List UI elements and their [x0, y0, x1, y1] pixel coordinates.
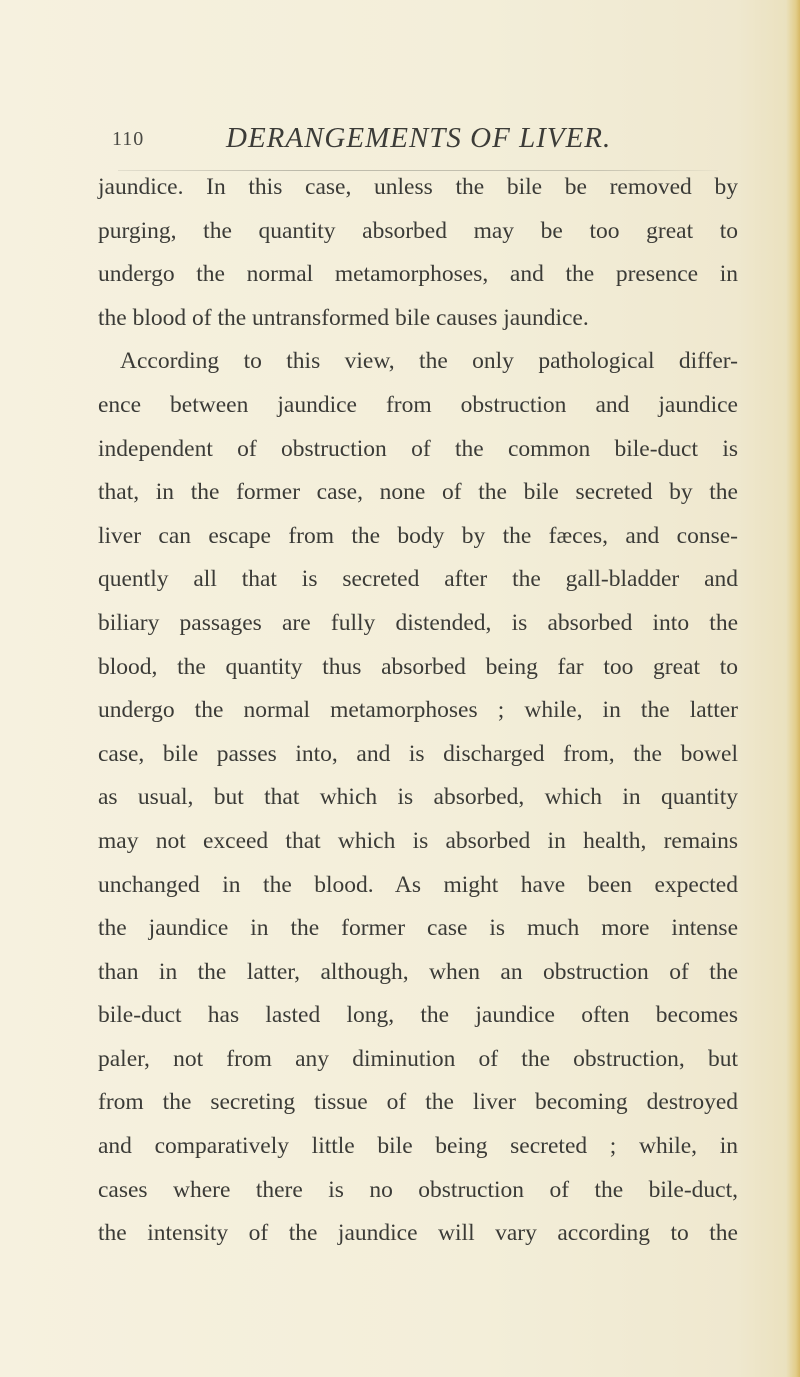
text-line: unchanged in the blood. As might have been expected	[98, 871, 738, 898]
text-line: the jaundice in the former case is much more intense	[98, 915, 738, 942]
text-line: paler, not from any diminution of the obstruction, but	[98, 1045, 738, 1072]
text-line: that, in the former case, none of the bile secreted by the	[98, 479, 738, 506]
text-line: as usual, but that which is absorbed, which in quantity	[98, 784, 738, 811]
text-line: cases where there is no obstruction of the bile-duct,	[98, 1176, 738, 1203]
running-title: DERANGEMENTS OF LIVER.	[226, 122, 612, 154]
text-line: than in the latter, although, when an obstruction of the	[98, 958, 738, 985]
text-line: ence between jaundice from obstruction and jaundice	[98, 391, 738, 418]
text-line: undergo the normal metamorphoses ; while, in the latter	[98, 697, 738, 724]
text-line: quently all that is secreted after the gall-bladder and	[98, 566, 738, 593]
text-line: According to this view, the only pathological differ-	[120, 348, 738, 375]
text-line: independent of obstruction of the common bile-duct is	[98, 435, 738, 462]
page-number: 110	[112, 128, 145, 150]
text-line: may not exceed that which is absorbed in health, remains	[98, 827, 738, 854]
text-line: biliary passages are fully distended, is absorbed into the	[98, 609, 738, 636]
body-text	[98, 166, 738, 1256]
text-line: bile-duct has lasted long, the jaundice often becomes	[98, 1002, 738, 1029]
text-line: jaundice. In this case, unless the bile be removed by	[98, 174, 738, 200]
text-line: liver can escape from the body by the fæces, and conse-	[98, 522, 738, 549]
text-line: purging, the quantity absorbed may be too great to	[98, 217, 738, 244]
text-line: undergo the normal metamorphoses, and the presence in	[98, 261, 738, 288]
text-line: and comparatively little bile being secreted ; while, in	[98, 1133, 738, 1160]
text-line: case, bile passes into, and is discharged from, the bowel	[98, 740, 738, 767]
page-header	[98, 122, 738, 162]
text-line: the intensity of the jaundice will vary according to the	[98, 1220, 738, 1247]
text-line: blood, the quantity thus absorbed being far too great to	[98, 653, 738, 680]
page-edge-shadow	[786, 0, 800, 1377]
text-line: from the secreting tissue of the liver becoming destroyed	[98, 1089, 738, 1116]
text-line: the blood of the untransformed bile causes jaundice.	[98, 304, 589, 331]
